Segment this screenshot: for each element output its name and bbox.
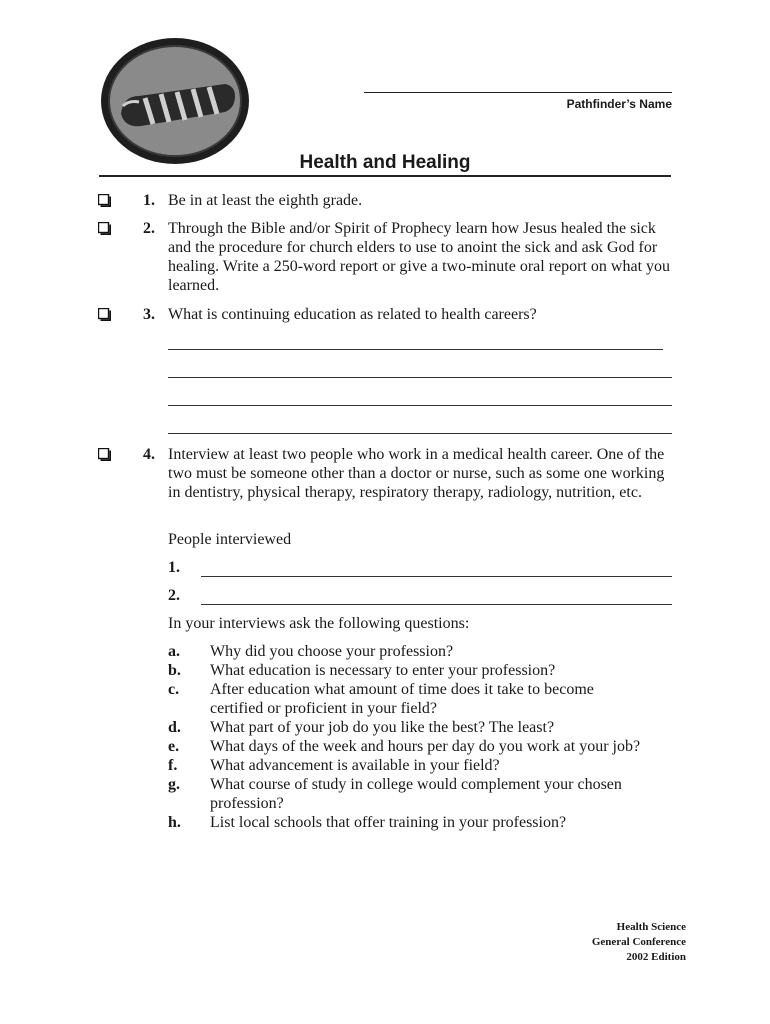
requirement-2 [98,219,673,295]
page-title: Health and Healing [299,152,471,173]
question-text: What days of the week and hours per day do you work at your job? [210,738,641,755]
people-interviewed-label: People interviewed [168,531,292,548]
interviewee-line[interactable] [201,576,672,577]
question-text: What part of your job do you like the best? The least? [210,719,555,736]
question-text: List local schools that offer training in your profession? [210,814,567,831]
requirement-text: Interview at least two people who work in a medical health career. One of the two must be someone other than a doctor or nurse, such as some one working in dentistry, physical therapy, respiratory therapy, radiology, nutrition, etc. [168,446,665,501]
question-item [168,756,673,775]
interview-questions [168,642,673,832]
requirement-text: Be in at least the eighth grade. [168,192,363,209]
question-item [168,737,673,756]
question-item [168,718,673,737]
question-letter: g. [168,776,180,793]
interviewee-line[interactable] [201,604,672,605]
checkbox-icon[interactable] [98,222,111,235]
question-letter: e. [168,738,180,755]
footer-line-health-science: Health Science [616,921,686,933]
checkbox-icon[interactable] [98,308,111,321]
question-letter: c. [168,681,180,698]
question-letter: d. [168,719,181,736]
interviewee-number: 2. [168,587,180,604]
honor-badge-logo [99,36,251,166]
requirement-number: 4. [143,446,155,463]
question-text: What course of study in college would complement your chosen profession? [210,776,622,812]
question-letter: f. [168,757,178,774]
footer-credits [592,920,686,965]
title-underline [99,175,671,177]
footer-line-edition: 2002 Edition [626,951,686,963]
requirement-number: 1. [143,192,155,209]
question-text: After education what amount of time does it take to become certified or proficient in your field? [210,681,594,717]
question-item [168,642,673,661]
question-text: What education is necessary to enter your profession? [210,662,556,679]
question-item [168,661,673,680]
answer-line[interactable] [168,433,672,434]
interviewee-number: 1. [168,559,180,576]
question-letter: a. [168,643,180,660]
question-text: Why did you choose your profession? [210,643,454,660]
checkbox-icon[interactable] [98,448,111,461]
requirement-text: What is continuing education as related to health careers? [168,306,537,323]
question-letter: h. [168,814,181,831]
question-item [168,680,673,718]
requirement-4 [98,445,673,502]
requirement-text: Through the Bible and/or Spirit of Prophecy learn how Jesus healed the sick and the procedure for church elders to use to anoint the sick and ask God for healing. Write a 250-word report or give a two-minute oral report on what you learned. [168,220,671,294]
footer-line-general-conference: General Conference [591,936,686,948]
questions-intro: In your interviews ask the following questions: [168,615,470,632]
pathfinder-name-label: Pathfinder’s Name [566,97,672,111]
question-item [168,775,673,813]
question-text: What advancement is available in your field? [210,757,500,774]
requirement-3 [98,305,673,324]
checkbox-icon[interactable] [98,194,111,207]
requirement-1 [98,191,673,210]
answer-line[interactable] [168,405,672,406]
pathfinder-name-line [364,92,672,93]
requirement-number: 3. [143,306,155,323]
question-letter: b. [168,662,181,679]
question-item [168,813,673,832]
answer-line[interactable] [168,377,672,378]
answer-line[interactable] [168,349,663,350]
requirement-number: 2. [143,220,155,237]
